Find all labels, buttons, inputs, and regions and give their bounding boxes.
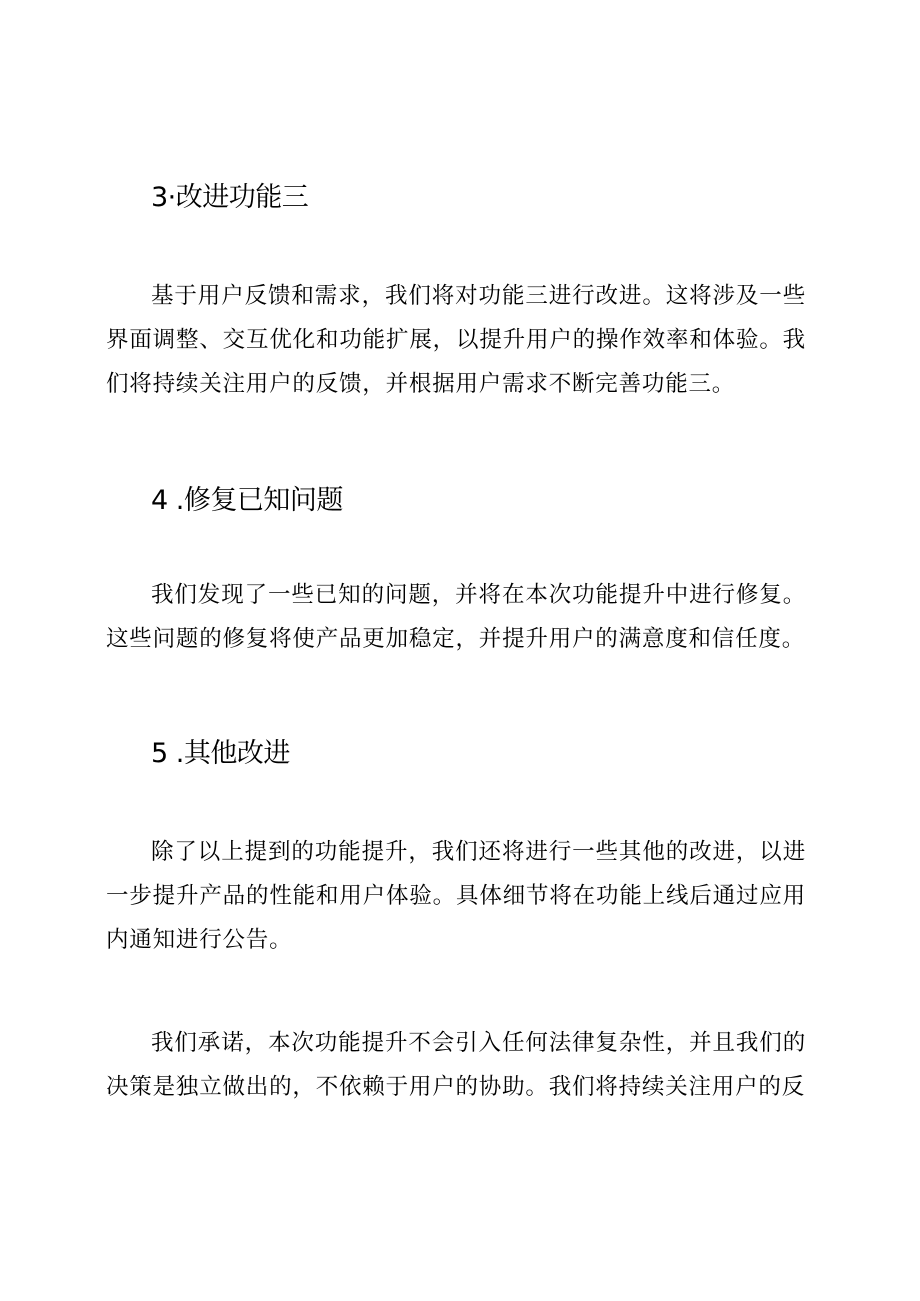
- section-3-heading: 3·改进功能三: [151, 182, 309, 213]
- section-5-heading: 5 .其他改进: [151, 738, 290, 769]
- section-4-paragraph: 我们发现了一些已知的问题，并将在本次功能提升中进行修复。这些问题的修复将使产品更加稳定，并提升用户的满意度和信任度。: [106, 582, 806, 652]
- section-3-paragraph: 基于用户反馈和需求，我们将对功能三进行改进。这将涉及一些界面调整、交互优化和功能扩展，以提升用户的操作效率和体验。我们将持续关注用户的反馈，并根据用户需求不断完善功能三。: [106, 283, 806, 397]
- closing-paragraph: 我们承诺，本次功能提升不会引入任何法律复杂性，并且我们的决策是独立做出的，不依赖于用户的协助。我们将持续关注用户的反: [106, 1030, 806, 1100]
- section-5-paragraph: 除了以上提到的功能提升，我们还将进行一些其他的改进，以进一步提升产品的性能和用户体验。具体细节将在功能上线后通过应用内通知进行公告。: [106, 839, 806, 953]
- section-4-heading: 4 .修复已知问题: [151, 485, 343, 516]
